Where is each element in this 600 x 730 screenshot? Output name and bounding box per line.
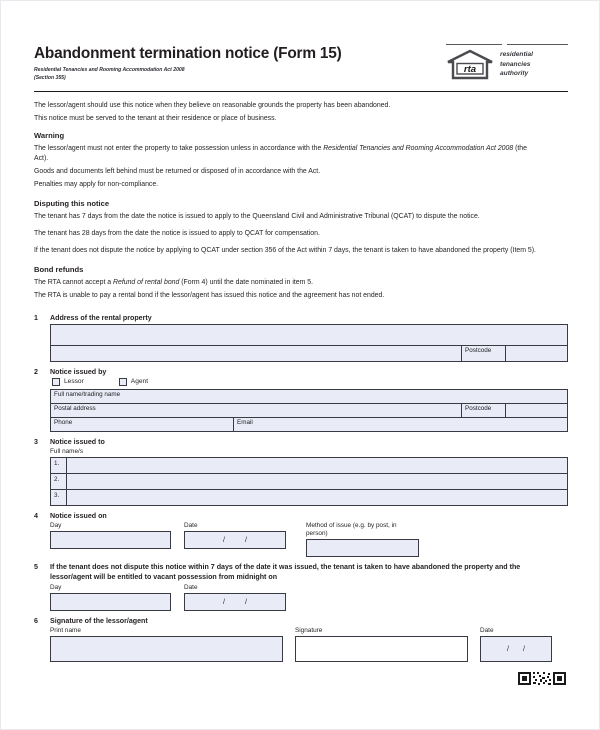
- warning-p1-act-name: Residential Tenancies and Rooming Accommodation Act 2008: [323, 145, 514, 153]
- page-title: Abandonment termination notice (Form 15): [34, 45, 342, 62]
- issued-on-date-label: Date: [184, 522, 198, 530]
- signature-date-field: [480, 627, 552, 662]
- bond-p1-form-name: Refund of rental bond: [113, 278, 180, 286]
- checkbox-lessor[interactable]: [52, 378, 84, 386]
- form-fields-section: [34, 314, 568, 662]
- bond-p1-part-a: The RTA cannot accept a: [34, 278, 114, 286]
- bond-paragraph-2: The RTA is unable to pay a rental bond if the lessor/agent has issued this notice and the agreement has not ended.: [34, 291, 385, 299]
- item-6-body: [34, 627, 568, 662]
- item-5-number: 5: [34, 563, 38, 572]
- item-5-body: [34, 584, 568, 611]
- rental-address-group: [50, 324, 568, 362]
- item-6-number: 6: [34, 617, 38, 626]
- item-1-number: 1: [34, 313, 38, 322]
- issued-on-fields: [50, 522, 568, 557]
- issuer-full-name-label-cell: [51, 390, 143, 403]
- issuer-email-label: Email: [237, 419, 253, 427]
- rental-address-line2-input[interactable]: [51, 346, 461, 361]
- intro-paragraph-1: The lessor/agent should use this notice when they believe on reasonable grounds the property has been abandoned.: [34, 102, 391, 109]
- warning-p1-part-a: The lessor/agent must not enter the property to take possession unless in accordance with the: [34, 145, 324, 153]
- issuer-phone-label: Phone: [54, 419, 73, 427]
- checkbox-lessor-box[interactable]: [52, 378, 60, 386]
- rental-postcode-label-cell: [461, 346, 505, 361]
- signature-fields: [50, 627, 568, 662]
- signature-date-input[interactable]: [480, 636, 552, 662]
- logo-word-2: tenancies: [500, 60, 531, 68]
- recipient-row-1: [51, 458, 567, 474]
- item-4-heading: [34, 512, 568, 520]
- issuer-email-label-cell: [233, 418, 263, 431]
- item-1-heading: [34, 314, 568, 322]
- issuer-address-row: [51, 404, 567, 418]
- logo-word-3: authority: [500, 70, 529, 78]
- vacant-possession-date-label: Date: [184, 584, 198, 592]
- subtitle-line-2: (Section 355): [34, 74, 66, 81]
- document-sheet: [34, 35, 568, 668]
- issuer-name-row: [51, 390, 567, 404]
- print-name-label: Print name: [50, 627, 81, 635]
- issued-on-date-sep-2: /: [245, 536, 247, 544]
- signature-date-sep-1: /: [507, 645, 509, 653]
- issued-on-method-label: Method of issue (e.g. by post, in person): [306, 522, 397, 538]
- rta-house-icon: [446, 49, 494, 80]
- rental-address-row-1: [51, 325, 567, 346]
- issued-on-day-input[interactable]: [50, 531, 171, 549]
- issuer-postal-address-input[interactable]: [113, 404, 461, 417]
- issuer-postal-address-label-cell: [51, 404, 113, 417]
- checkbox-lessor-label: Lessor: [64, 378, 84, 386]
- issuer-postal-address-label: Postal address: [54, 405, 96, 413]
- signature-field: [295, 627, 468, 662]
- item-4-body: [34, 522, 568, 557]
- recipient-name-1-input[interactable]: [67, 458, 567, 473]
- form-item-3: [34, 438, 568, 506]
- issuer-phone-input[interactable]: [85, 418, 233, 431]
- issued-on-day-label: Day: [50, 522, 62, 530]
- rental-postcode-input[interactable]: [505, 346, 567, 361]
- item-5-heading: [34, 563, 568, 582]
- logo-rule-gap: [502, 42, 507, 47]
- warning-p1-part-b: (the Act).: [34, 145, 527, 162]
- bond-p1-part-b: (Form 4) until the date nominated in item 5.: [179, 278, 313, 286]
- issuer-details-group: [50, 389, 568, 432]
- item-4-number: 4: [34, 512, 38, 521]
- issuer-phone-label-cell: [51, 418, 85, 431]
- vacant-possession-day-input[interactable]: [50, 593, 171, 611]
- item-4-title: Notice issued on: [50, 512, 107, 521]
- recipient-row-2-number: 2.: [51, 474, 67, 489]
- item-3-heading: [34, 438, 568, 446]
- disputing-heading: Disputing this notice: [34, 199, 110, 209]
- document-header: [34, 35, 568, 89]
- bond-paragraph-1: [34, 278, 539, 288]
- issuer-postcode-label: Postcode: [465, 405, 492, 413]
- form-item-4: [34, 512, 568, 557]
- disputing-paragraph-1: The tenant has 7 days from the date the notice is issued to apply to the Queensland Civil and Administrative Tribunal (QCAT) to dispute the notice.: [34, 213, 480, 221]
- logo-rule: [446, 44, 568, 45]
- logo-body: [446, 49, 533, 80]
- recipient-name-3-input[interactable]: [67, 490, 567, 505]
- issued-on-date-sep-1: /: [223, 536, 225, 544]
- form-item-6: [34, 617, 568, 662]
- checkbox-agent-label: Agent: [130, 378, 149, 386]
- form-item-2: [34, 368, 568, 432]
- signature-label: Signature: [295, 627, 323, 635]
- vacant-possession-date-sep-1: /: [223, 598, 225, 606]
- item-2-body: [34, 378, 568, 432]
- logo-wordmark: [500, 50, 533, 78]
- vacant-possession-day-label: Day: [50, 584, 62, 592]
- checkbox-agent-box[interactable]: [119, 378, 127, 386]
- qr-code-icon: [518, 672, 566, 686]
- issuer-contact-row: [51, 418, 567, 431]
- recipient-name-2-input[interactable]: [67, 474, 567, 489]
- checkbox-agent[interactable]: [119, 378, 148, 386]
- logo-word-1: residential: [500, 51, 533, 59]
- recipient-row-3: [51, 490, 567, 505]
- rental-address-row-2: [51, 346, 567, 361]
- item-1-body: [34, 324, 568, 362]
- rental-address-line1-input[interactable]: [51, 325, 567, 345]
- item-6-heading: [34, 617, 568, 625]
- rental-postcode-label: Postcode: [465, 347, 492, 355]
- vacant-possession-date-input[interactable]: [184, 593, 286, 611]
- intro-paragraph-2: This notice must be served to the tenant at their residence or place of business.: [34, 115, 277, 123]
- issued-on-date-field: [184, 522, 286, 549]
- recipient-names-label: Full name/s: [50, 447, 84, 455]
- bond-refunds-heading: Bond refunds: [34, 264, 84, 274]
- svg-text:rta: rta: [463, 64, 477, 75]
- form-item-1: [34, 314, 568, 362]
- vacant-possession-date-sep-2: /: [245, 598, 247, 606]
- subtitle-line-1: Residential Tenancies and Rooming Accommodation Act 2008: [34, 66, 185, 73]
- item-2-title: Notice issued by: [50, 367, 107, 376]
- issued-on-date-input[interactable]: [184, 531, 286, 549]
- recipient-row-2: [51, 474, 567, 490]
- issued-on-method-input[interactable]: [306, 539, 419, 557]
- print-name-input[interactable]: [50, 636, 283, 662]
- rta-logo: [446, 35, 568, 85]
- issued-on-method-field: [306, 522, 419, 557]
- warning-heading: Warning: [34, 131, 65, 141]
- item-3-title: Notice issued to: [50, 437, 105, 446]
- warning-paragraph-3: Penalties may apply for non-compliance.: [34, 181, 159, 189]
- signature-date-sep-2: /: [523, 645, 525, 653]
- notice-issued-by-checkboxes: [50, 378, 568, 386]
- item-2-number: 2: [34, 367, 38, 376]
- issuer-full-name-input[interactable]: [143, 390, 567, 403]
- issuer-postcode-label-cell: [461, 404, 505, 417]
- issuer-full-name-label: Full name/trading name: [54, 391, 121, 399]
- item-3-number: 3: [34, 437, 38, 446]
- instructions-section: [34, 92, 568, 301]
- vacant-possession-day-field: [50, 584, 171, 611]
- item-2-heading: [34, 368, 568, 376]
- item-6-title: Signature of the lessor/agent: [50, 617, 148, 626]
- signature-input[interactable]: [295, 636, 468, 662]
- recipient-row-3-number: 3.: [51, 490, 67, 505]
- vacant-possession-date-field: [184, 584, 286, 611]
- disputing-paragraph-3: If the tenant does not dispute the notice by applying to QCAT under section 356 of the Act within 7 days, the tenant is taken to have abandoned the property (Item 5).: [34, 246, 536, 254]
- print-name-field: [50, 627, 283, 662]
- item-1-title: Address of the rental property: [50, 313, 152, 322]
- vacant-possession-fields: [50, 584, 568, 611]
- issued-on-day-field: [50, 522, 171, 549]
- recipient-names-group: [50, 457, 568, 506]
- issuer-postcode-input[interactable]: [505, 404, 567, 417]
- issuer-email-input[interactable]: [263, 418, 567, 431]
- recipient-row-1-number: 1.: [51, 458, 67, 473]
- form-item-5: [34, 563, 568, 611]
- disputing-paragraph-2: The tenant has 28 days from the date the notice is issued to apply to QCAT for compensation.: [34, 230, 320, 238]
- item-3-body: [34, 448, 568, 506]
- warning-paragraph-2: Goods and documents left behind must be returned or disposed of in accordance with the Act.: [34, 168, 321, 176]
- signature-date-label: Date: [480, 627, 494, 635]
- item-5-title: If the tenant does not dispute this notice within 7 days of the date it was issued, the tenant is taken to have abandoned the property and the lessor/agent will be entitled to vacant possession from midnight on: [50, 563, 521, 581]
- warning-paragraph-1: [34, 144, 539, 164]
